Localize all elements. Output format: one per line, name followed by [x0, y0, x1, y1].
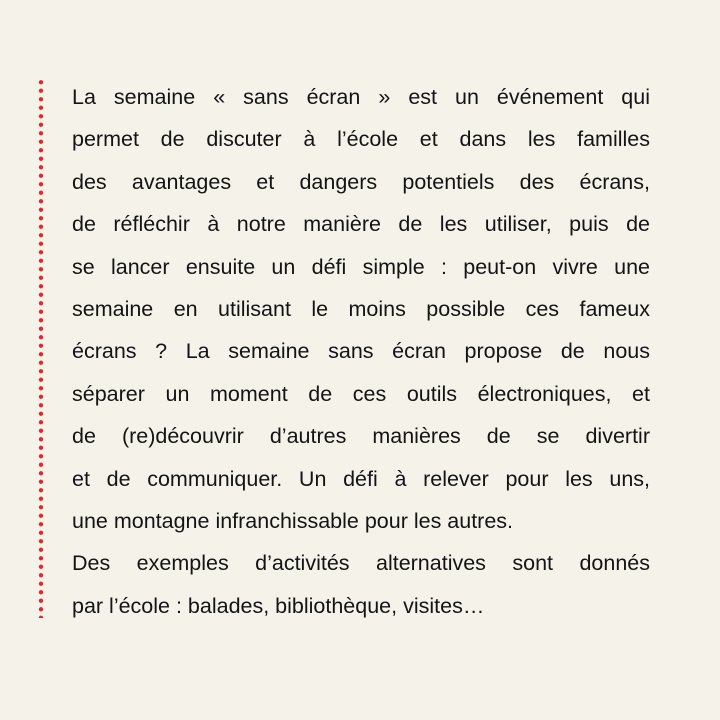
body-paragraph — [72, 76, 650, 627]
paragraph-line: écrans ? La semaine sans écran propose de nous — [72, 339, 650, 364]
paragraph-line: des avantages et dangers potentiels des écrans, — [72, 169, 650, 194]
paragraph-line: de réfléchir à notre manière de les utiliser, puis de — [72, 212, 650, 237]
paragraph-line: et de communiquer. Un défi à relever pour les uns, — [72, 466, 650, 491]
paragraph-line: séparer un moment de ces outils électroniques, et — [72, 381, 650, 406]
paragraph-line: de (re)découvrir d’autres manières de se divertir — [72, 424, 650, 449]
paragraph-line: une montagne infranchissable pour les autres. — [72, 509, 514, 534]
paragraph-line: par l’école : balades, bibliothèque, visites… — [72, 593, 485, 618]
paragraph-line: La semaine « sans écran » est un événement qui — [72, 85, 650, 109]
paragraph-line: Des exemples d’activités alternatives sont donnés — [72, 551, 650, 576]
paragraph-line: permet de discuter à l’école et dans les familles — [72, 127, 650, 152]
dotted-margin-rule — [38, 78, 44, 618]
paragraph-line: se lancer ensuite un défi simple : peut-on vivre une — [72, 254, 650, 279]
paragraph-line: semaine en utilisant le moins possible ces fameux — [72, 297, 650, 322]
